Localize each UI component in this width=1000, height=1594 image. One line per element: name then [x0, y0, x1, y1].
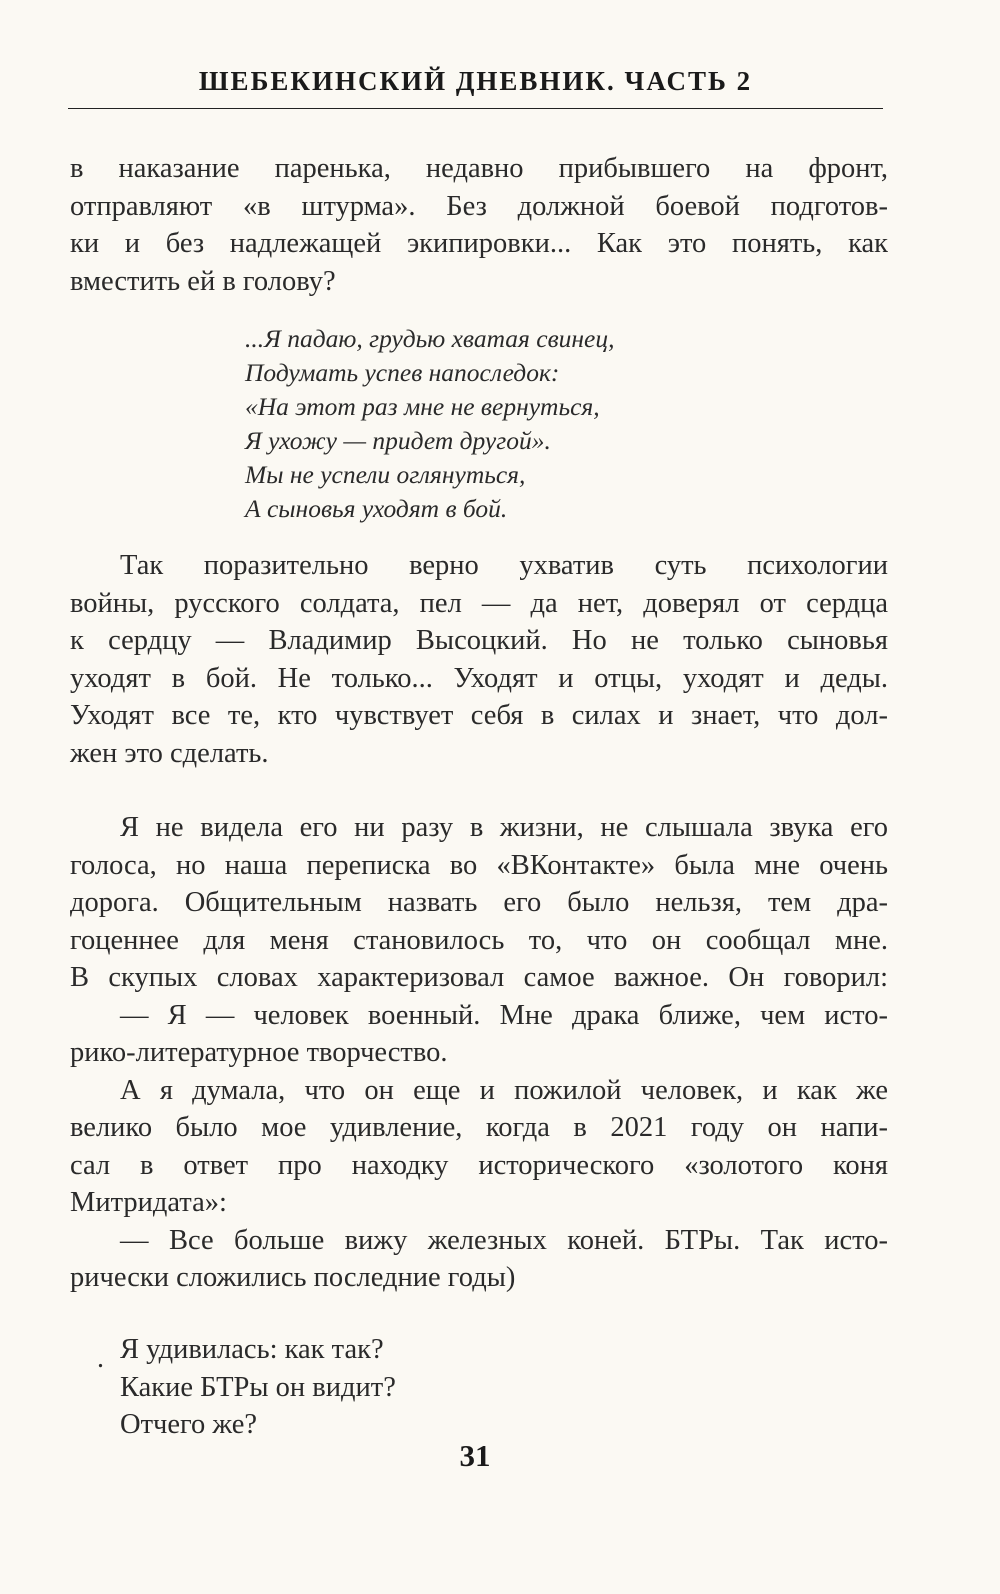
- paragraph-1: [70, 150, 888, 300]
- bullet-mark: .: [97, 1343, 104, 1374]
- text-line: Так поразительно верно ухватив суть психологии: [120, 550, 888, 581]
- text-line: рически сложились последние годы): [70, 1262, 516, 1293]
- closing-lines: [70, 1331, 888, 1444]
- text-line: В скупых словах характеризовал самое важное. Он говорил:: [70, 962, 888, 993]
- text-line: войны, русского солдата, пел — да нет, доверял от сердца: [70, 587, 888, 619]
- paragraph-2: [70, 547, 888, 772]
- text-line: А я думала, что он еще и пожилой человек, и как же: [120, 1074, 888, 1106]
- text-line: в наказание паренька, недавно прибывшего на фронт,: [70, 153, 888, 184]
- text-line: велико было мое удивление, когда в 2021 году он напи-: [70, 1112, 888, 1143]
- text-line: — Все больше вижу железных коней. БТРы. Так исто-: [120, 1224, 888, 1256]
- text-line: Уходят все те, кто чувствует себя в силах и знает, что дол-: [70, 700, 888, 731]
- text-line: Какие БТРы он видит?: [120, 1371, 396, 1403]
- text-line: к сердцу — Владимир Высоцкий. Но не только сыновья: [70, 625, 888, 656]
- text-line: Я удивилась: как так?: [120, 1334, 384, 1365]
- page-number: 31: [459, 1438, 491, 1473]
- poem-line: Я ухожу — придет другой».: [245, 426, 551, 455]
- text-line: голоса, но наша переписка во «ВКонтакте» была мне очень: [70, 849, 888, 881]
- poem-line: ...Я падаю, грудью хватая свинец,: [245, 324, 615, 353]
- paragraph-3: [70, 809, 888, 1297]
- text-line: Отчего же?: [120, 1409, 257, 1440]
- header-divider: [68, 108, 883, 109]
- text-line: отправляют «в штурма». Без должной боевой подготов-: [70, 190, 888, 222]
- text-line: уходят в бой. Не только... Уходят и отцы, уходят и деды.: [70, 662, 888, 694]
- text-line: сал в ответ про находку исторического «золотого коня: [70, 1149, 888, 1181]
- poem-line: Мы не успели оглянуться,: [245, 460, 526, 489]
- text-line: Я не видела его ни разу в жизни, не слышала звука его: [120, 812, 888, 843]
- text-line: ки и без надлежащей экипировки... Как это понять, как: [70, 228, 888, 259]
- text-line: рико-литературное творчество.: [70, 1037, 448, 1068]
- text-line: Митридата»:: [70, 1187, 227, 1218]
- poem-line: А сыновья уходят в бой.: [245, 494, 508, 523]
- poem-quote: [245, 322, 615, 526]
- poem-line: «На этот раз мне не вернуться,: [245, 392, 600, 421]
- text-line: дорога. Общительным назвать его было нельзя, тем дра-: [70, 887, 888, 918]
- running-header: ШЕБЕКИНСКИЙ ДНЕВНИК. ЧАСТЬ 2: [198, 66, 753, 96]
- text-line: — Я — человек военный. Мне драка ближе, чем исто-: [120, 999, 888, 1031]
- poem-line: Подумать успев напоследок:: [245, 358, 560, 387]
- text-line: вместить ей в голову?: [70, 265, 336, 297]
- text-line: жен это сделать.: [70, 737, 269, 769]
- text-line: гоценнее для меня становилось то, что он сообщал мне.: [70, 924, 888, 956]
